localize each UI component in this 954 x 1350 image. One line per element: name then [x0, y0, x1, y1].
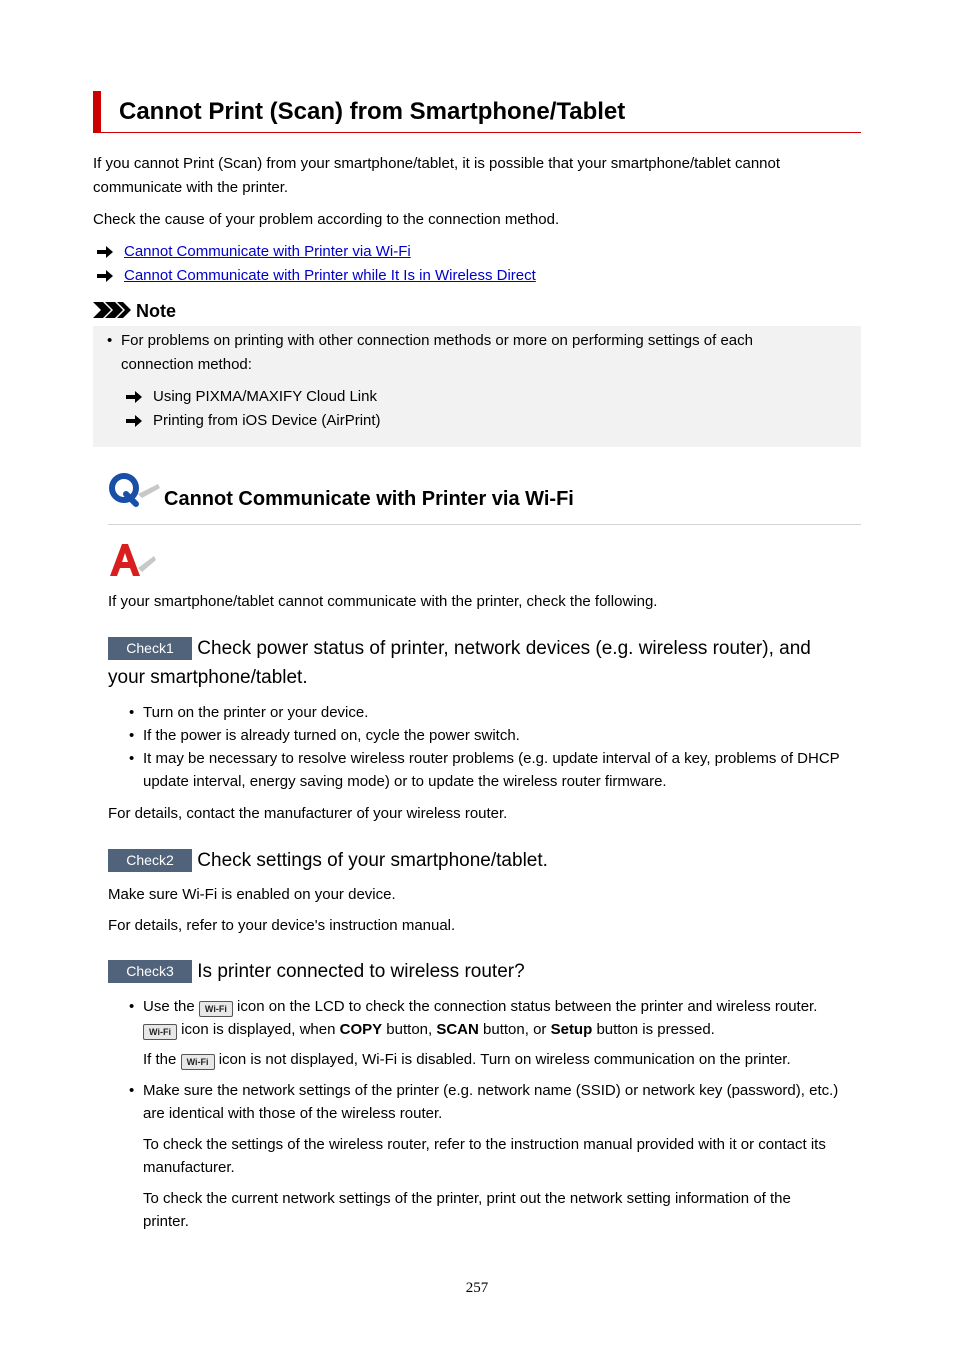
link-row-wifi[interactable] [96, 240, 411, 264]
note-content [107, 329, 847, 377]
check1-title-line-1: Check power status of printer, network devices (e.g. wireless router), and [197, 638, 811, 659]
wifi-icon: Wi-Fi [143, 1024, 177, 1040]
check3-printer-settings-note: To check the current network settings of the printer, print out the network setting information of the printer. [143, 1190, 791, 1230]
link-wifi[interactable]: Cannot Communicate with Printer via Wi-Fi [124, 243, 411, 260]
note-heading: Note [136, 301, 176, 321]
check1-title-line-2: your smartphone/tablet. [108, 667, 308, 688]
note-bullet: • For problems on printing with other connection methods or more on performing settings of each connection method: [107, 329, 847, 377]
question-title: Cannot Communicate with Printer via Wi-Fi [164, 488, 574, 510]
note-icon [93, 302, 131, 318]
note-line-2: connection method: [121, 356, 252, 373]
check1-badge: Check1 [108, 637, 192, 660]
intro-line-2: communicate with the printer. [93, 179, 289, 196]
note-ref-cloud-link [125, 385, 377, 409]
question-divider [108, 524, 861, 525]
page-number: 257 [465, 1280, 489, 1296]
answer-a-icon [108, 542, 158, 578]
intro-line-1: If you cannot Print (Scan) from your smartphone/tablet, it is possible that your smartphone/tablet cannot [93, 155, 781, 172]
list-item: • Turn on the printer or your device. [129, 704, 369, 721]
check2-badge: Check2 [108, 849, 192, 872]
copy-button-label: COPY [339, 1021, 383, 1038]
note-ref-airprint [125, 409, 381, 433]
link-wireless-direct[interactable]: Cannot Communicate with Printer while It Is in Wireless Direct [124, 267, 536, 284]
intro-instruction: Check the cause of your problem according to the connection method. [93, 211, 560, 228]
note-ref-label: Using PIXMA/MAXIFY Cloud Link [153, 388, 377, 405]
link-row-wireless-direct[interactable] [96, 264, 536, 288]
check1-bullet-list [129, 701, 864, 793]
wifi-icon: Wi-Fi [199, 1001, 233, 1017]
answer-intro: If your smartphone/tablet cannot communicate with the printer, check the following. [108, 593, 658, 610]
wifi-icon: Wi-Fi [181, 1054, 215, 1070]
page-title: Cannot Print (Scan) from Smartphone/Tablet [119, 98, 626, 125]
check2-line-2: For details, refer to your device's instruction manual. [108, 917, 456, 934]
check1-details: For details, contact the manufacturer of your wireless router. [108, 805, 508, 822]
question-q-icon [108, 472, 162, 508]
intro-paragraph [93, 152, 861, 200]
check2-title: Check settings of your smartphone/tablet. [197, 850, 548, 871]
check1-heading [108, 634, 861, 692]
check2-heading [108, 846, 548, 875]
scan-button-label: SCAN [436, 1021, 479, 1038]
note-line-1: For problems on printing with other connection methods or more on performing settings of each [121, 332, 753, 349]
title-accent-bar [93, 91, 101, 133]
check3-title: Is printer connected to wireless router? [197, 961, 525, 982]
arrow-right-icon [125, 414, 143, 428]
check3-badge: Check3 [108, 960, 192, 983]
arrow-right-icon [125, 390, 143, 404]
list-item: • Use the Wi-Fi icon on the LCD to check the connection status between the printer and wireless router. Wi-Fi icon is displayed, when COPY button, SCAN button, or Setup button is pressed. If the Wi-Fi icon is not displayed, Wi-Fi is disabled. Turn on wireless communication on the printer. [129, 995, 864, 1071]
note-ref-label: Printing from iOS Device (AirPrint) [153, 412, 381, 429]
check3-heading [108, 957, 525, 986]
arrow-right-icon [96, 245, 114, 259]
setup-button-label: Setup [550, 1021, 593, 1038]
arrow-right-icon [96, 269, 114, 283]
list-item: • Make sure the network settings of the printer (e.g. network name (SSID) or network key (password), etc.) are identical with those of the wireless router. To check the settings of the wireless router, refer to the instruction manual provided with it or contact its manufacturer. To check the current network settings of the printer, print out the network setting information of the printer. [129, 1079, 864, 1233]
list-item: • It may be necessary to resolve wireless router problems (e.g. update interval of a key, problems of DHCP update interval, energy saving mode) or to update the wireless router firmware. [129, 750, 840, 790]
list-item: • If the power is already turned on, cycle the power switch. [129, 727, 520, 744]
title-underline [93, 132, 861, 133]
check3-router-settings-note: To check the settings of the wireless router, refer to the instruction manual provided with it or contact its manufacturer. [143, 1136, 826, 1176]
check3-wifi-disabled-note: If the Wi-Fi icon is not displayed, Wi-Fi is disabled. Turn on wireless communication on the printer. [143, 1051, 791, 1068]
check3-bullet-list [129, 995, 864, 1233]
check2-line-1: Make sure Wi-Fi is enabled on your device. [108, 886, 396, 903]
